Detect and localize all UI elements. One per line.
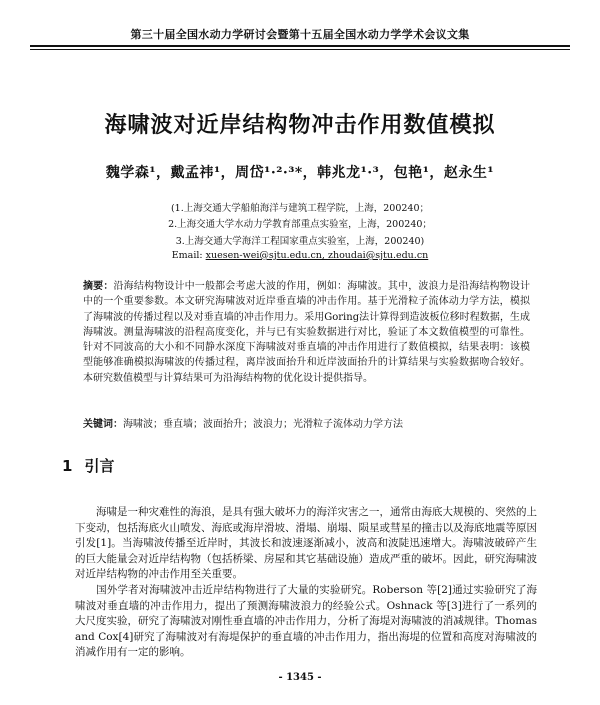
running-header: 第三十届全国水动力学研讨会暨第十五届全国水动力学学术会议文集 (130, 28, 470, 41)
body-paragraph-1-text: 海啸是一种灾难性的海浪，是具有强大破坏力的海洋灾害之一，通常由海底大规模的、突然的上下变动，包括海底火山喷发、海底或海岸滑坡、滑塌、崩塌、陨星或彗星的撞击以及海底地震等原因引发[1]。当海啸波传播至近岸时，其波长和波速逐渐减小，波高和波陡迅速增大。海啸波破碎产生的巨大能量会对近岸结构物（包括桥梁、房屋和其它基础设施）造成严重的破坏。因此，研究海啸波对近岸结构物的冲击作用至关重要。 (75, 506, 537, 581)
header-rule-thin (30, 49, 570, 50)
email-label: Email: (171, 250, 203, 261)
email-links[interactable]: xuesen-wei@sjtu.edu.cn, zhoudai@sjtu.edu.cn (205, 250, 429, 261)
body-text (75, 505, 537, 661)
keywords (83, 417, 530, 432)
abstract-text: 沿海结构物设计中一般都会考虑大波的作用，例如：海啸波。其中，波浪力是沿海结构物设计中的一个重要参数。本文研究海啸波对近岸垂直墙的冲击作用。基于光滑粒子流体动力学方法，模拟了海啸波的传播过程以及对垂直墙的冲击作用力。采用Goring法计算得到造波板位移时程数据，生成海啸波。测量海啸波的沿程高度变化，并与已有实验数据进行对比，验证了本文数值模型的可靠性。针对不同波高的大小和不同静水深度下海啸波对垂直墙的冲击作用进行了数值模拟，结果表明：该模型能够准确模拟海啸波的传播过程，离岸波面抬升和近岸波面抬升的计算结果与实验数据吻合较好。本研究数值模型与计算结果可为沿海结构物的优化设计提供指导。 (83, 281, 531, 384)
section-title: 引言 (84, 457, 115, 475)
keywords-text: 海啸波；垂直墙；波面抬升；波浪力；光滑粒子流体动力学方法 (123, 419, 403, 430)
body-paragraph-2-text: 国外学者对海啸波冲击近岸结构物进行了大量的实验研究。Roberson 等[2]通过实验研究了海啸波对垂直墙的冲击作用力，提出了预测海啸波浪力的经验公式。Oshnack 等[3]进行了一系列的大尺度实验，研究了海啸波对刚性垂直墙的冲击作用力，分析了海堤对海啸波的消减规律。Thomas and Cox[4]研究了海啸波对有海堤保护的垂直墙的冲击作用力，指出海堤的位置和高度对海啸波的消减作用有一定的影响。 (75, 583, 537, 659)
keywords-label: 关键词： (83, 419, 123, 430)
section-number: 1 (62, 457, 73, 475)
body-paragraph (75, 505, 537, 583)
abstract-label: 摘要： (83, 281, 114, 292)
page-number: - 1345 - (278, 672, 322, 683)
paper-title: 海啸波对近岸结构物冲击作用数值模拟 (104, 113, 496, 138)
affiliation-1: (1.上海交通大学船舶海洋与建筑工程学院，上海，200240； (170, 203, 430, 214)
body-paragraph (75, 583, 537, 661)
affiliation-2: 2.上海交通大学水动力学教育部重点实验室，上海，200240； (168, 219, 432, 230)
affiliation-3: 3.上海交通大学海洋工程国家重点实验室，上海，200240) (175, 236, 425, 247)
section-heading (62, 455, 126, 476)
author-list: 魏学森¹，戴孟祎¹，周岱¹·²·³*，韩兆龙¹·³，包艳¹，赵永生¹ (105, 165, 495, 181)
header-rule-thick (30, 45, 570, 47)
abstract (83, 279, 530, 386)
email-line (0, 250, 600, 261)
